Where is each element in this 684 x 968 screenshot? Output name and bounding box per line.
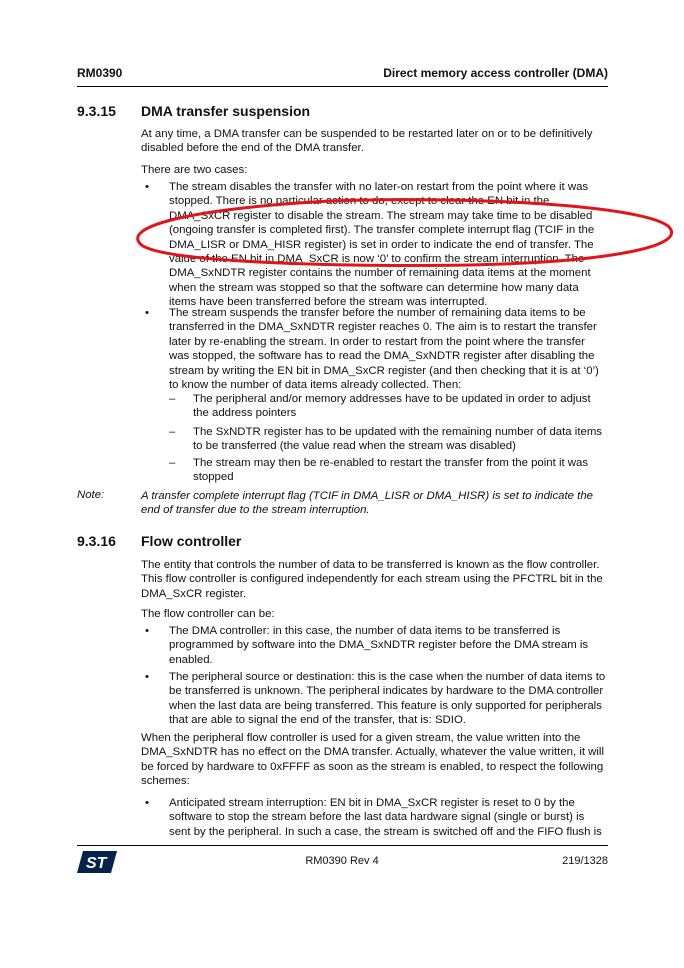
paragraph: The flow controller can be:	[141, 608, 275, 620]
bullet: •	[145, 307, 149, 319]
list-item: The stream suspends the transfer before the number of remaining data items to be transferred in the DMA_SxNDTR register reaches 0. The aim is to restart the transfer later by re-enabling the stream. In order to restart from the point where the transfer was stopped, the software has to read the DMA_SxNDTR register after disabling the stream by writing the EN bit in DMA_SxCR register (and then checking that it is at ‘0’) to know the number of data items already collected. Then:	[169, 307, 599, 392]
sub-list-item: The peripheral and/or memory addresses have to be updated in order to adjust the address pointers	[193, 393, 591, 420]
header-rule	[77, 86, 608, 87]
sub-list-item: The stream may then be re-enabled to restart the transfer from the point it was stopped	[193, 457, 589, 484]
page-header	[77, 66, 608, 82]
section-number: 9.3.15	[77, 103, 116, 119]
sub-list-item: The SxNDTR register has to be updated with the remaining number of data items to be transferred (the value read when the stream was disabled)	[193, 426, 603, 453]
bullet: •	[145, 181, 149, 193]
paragraph: The entity that controls the number of data to be transferred is known as the flow controller. This flow controller is configured independently for each stream using the PFCTRL bit in the DMA_SxCR register.	[141, 559, 603, 600]
dash-bullet: –	[169, 457, 176, 469]
list-item: The DMA controller: in this case, the number of data items to be transferred is programmed by software into the DMA_SxNDTR register before the DMA stream is enabled.	[169, 625, 589, 666]
list-item: The stream disables the transfer with no later-on restart from the point where it was stopped. There is no particular action to do, except to clear the EN bit in the DMA_SxCR register to disable the stream. The stream may take time to be disabled (ongoing transfer is completed first). The transfer complete interrupt flag (TCIF in the DMA_LISR or DMA_HISR register) is set in order to indicate the end of transfer. The value of the EN bit in DMA_SxCR is now ‘0’ to confirm the stream interruption. The DMA_SxNDTR register contains the number of remaining data items at the moment when the stream was stopped so that the software can determine how many data items have been transferred before the stream was interrupted.	[169, 181, 595, 309]
list-item: The peripheral source or destination: this is the case when the number of data items to be transferred is unknown. The peripheral indicates by hardware to the DMA controller when the last data are being transferred. This feature is only supported for peripherals that are able to signal the end of the transfer, that is: SDIO.	[169, 671, 606, 727]
bullet: •	[145, 671, 149, 683]
header-chapter-title: Direct memory access controller (DMA)	[383, 66, 608, 80]
paragraph: When the peripheral flow controller is used for a given stream, the value written into the DMA_SxNDTR has no effect on the DMA transfer. Actually, whatever the value written, it will be forced by hardware to 0xFFFF as soon as the stream is enabled, to respect the following schemes:	[141, 732, 604, 788]
svg-text:ST: ST	[86, 855, 107, 872]
note-text: A transfer complete interrupt flag (TCIF in DMA_LISR or DMA_HISR) is set to indicate the end of transfer due to the stream interruption.	[141, 490, 593, 517]
paragraph: At any time, a DMA transfer can be suspended to be restarted later on or to be definitively disabled before the end of the DMA transfer.	[141, 128, 593, 155]
note-label: Note:	[77, 489, 105, 501]
footer-rule	[77, 845, 608, 846]
section-title: Flow controller	[141, 533, 242, 549]
list-item: Anticipated stream interruption: EN bit in DMA_SxCR register is reset to 0 by the software to stop the stream before the last data hardware signal (single or burst) is sent by the peripheral. In such a case, the stream is switched off and the FIFO flush is	[169, 797, 602, 838]
dash-bullet: –	[169, 426, 176, 438]
footer-revision: RM0390 Rev 4	[305, 855, 379, 867]
dash-bullet: –	[169, 393, 176, 405]
bullet: •	[145, 625, 149, 637]
paragraph: There are two cases:	[141, 164, 248, 176]
footer-page-number: 219/1328	[562, 855, 608, 867]
section-title: DMA transfer suspension	[141, 103, 311, 119]
bullet: •	[145, 797, 149, 809]
header-doc-id: RM0390	[77, 66, 123, 80]
section-number: 9.3.16	[77, 533, 116, 549]
